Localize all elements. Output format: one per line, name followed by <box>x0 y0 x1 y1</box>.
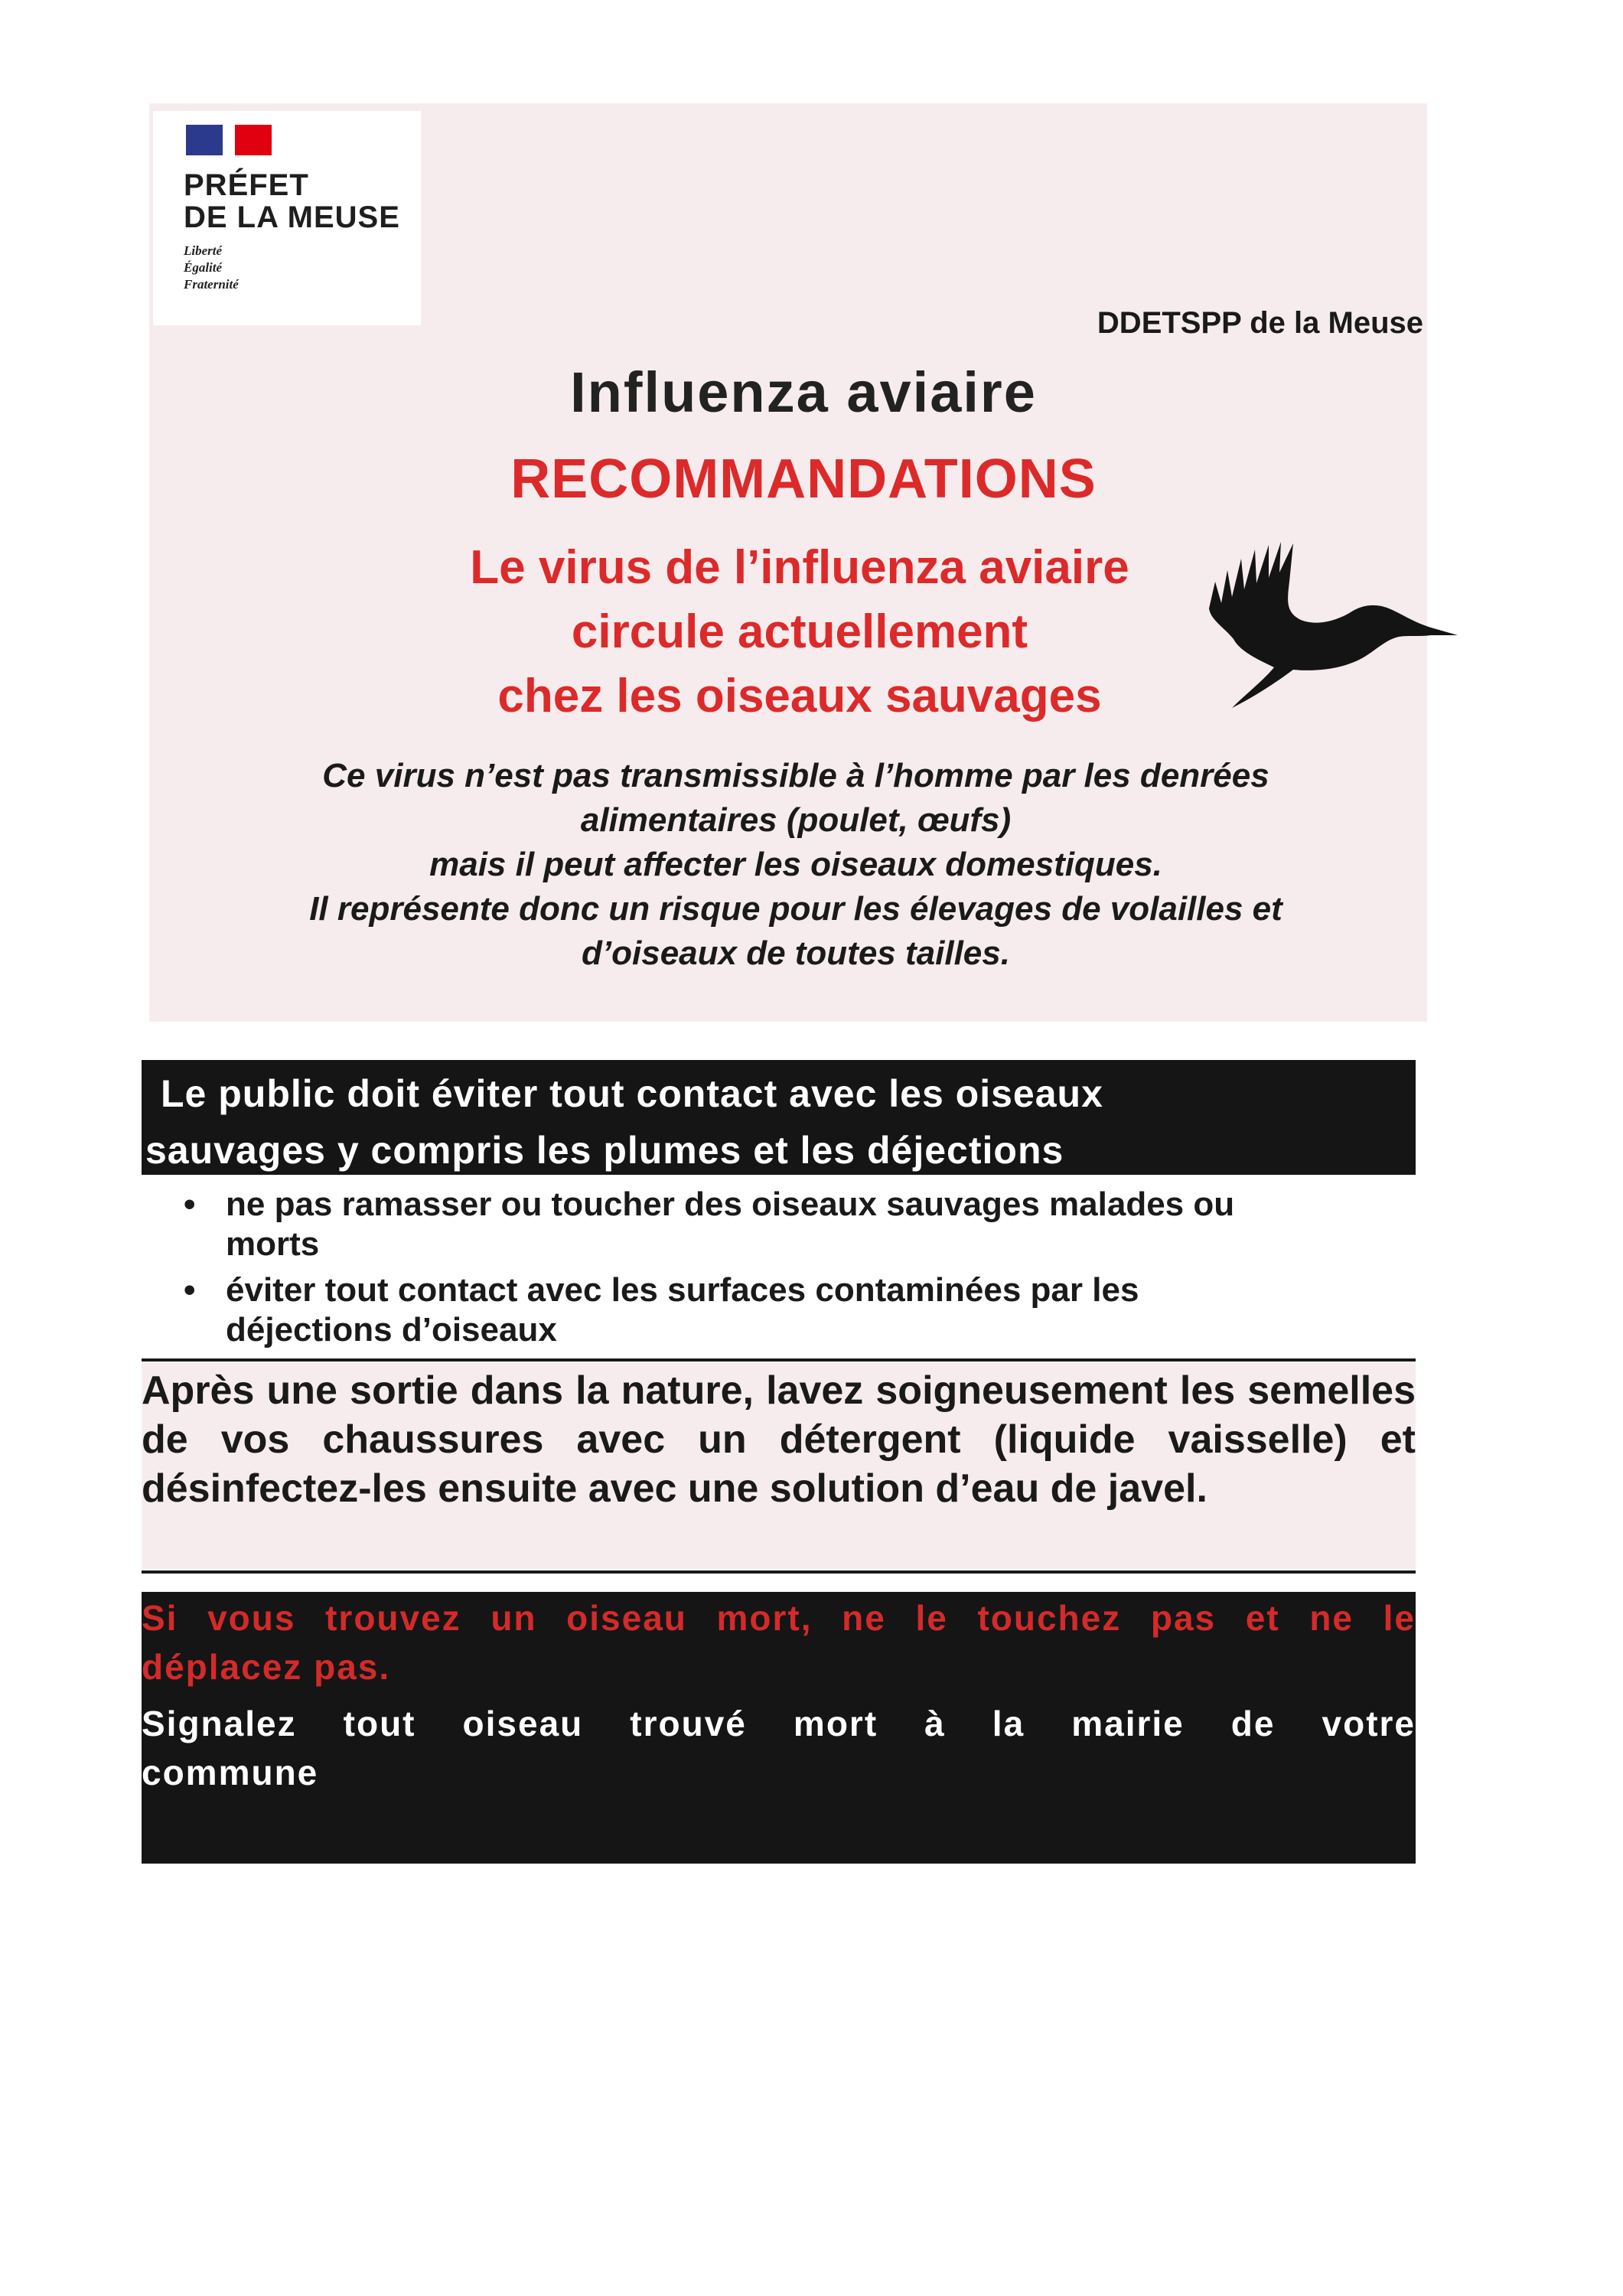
info-line: alimentaires (poulet, œufs) <box>580 801 1012 839</box>
bullet-text: ne pas ramasser ou toucher des oiseaux sauvages malades ou <box>226 1186 1235 1223</box>
banner-line: sauvages y compris les plumes et les déjections <box>145 1129 1064 1172</box>
virus-line: circule actuellement <box>571 605 1028 658</box>
warning-red-line: déplacez pas. <box>142 1647 391 1687</box>
info-line: Ce virus n’est pas transmissible à l’homme par les denrées <box>322 757 1269 794</box>
marianne-flag-icon <box>186 125 272 155</box>
info-paragraph <box>184 754 1408 976</box>
bullet-icon: • <box>184 1186 196 1223</box>
prefet-label: PRÉFET <box>184 168 309 202</box>
warning-white-line: Signalez tout oiseau trouvé mort à la mairie de votre <box>142 1704 1416 1743</box>
duck-silhouette-icon <box>1201 536 1462 727</box>
prefet-department: DE LA MEUSE <box>184 201 400 234</box>
recommendations-heading: RECOMMANDATIONS <box>510 448 1097 510</box>
divider <box>142 1358 1416 1362</box>
bullet-text: morts <box>226 1225 320 1263</box>
info-line: mais il peut affecter les oiseaux domestiques. <box>429 846 1162 883</box>
info-line: d’oiseaux de toutes tailles. <box>582 934 1010 972</box>
bullet-text: éviter tout contact avec les surfaces contaminées par les <box>226 1271 1139 1309</box>
banner-line: Le public doit éviter tout contact avec les oiseaux <box>161 1072 1103 1115</box>
virus-alert-block <box>321 536 1278 729</box>
cleaning-advice-paragraph: Après une sortie dans la nature, lavez soigneusement les semelles de vos chaussures avec un détergent (liquide vaisselle) et désinfectez-les ensuite avec une solution d’eau de javel. <box>142 1368 1416 1511</box>
warning-white-line: commune <box>142 1753 319 1792</box>
info-line: Il représente donc un risque pour les élevages de volailles et <box>309 890 1282 928</box>
bullet-text: déjections d’oiseaux <box>226 1311 557 1349</box>
divider <box>142 1570 1416 1574</box>
bullet-icon: • <box>184 1271 196 1309</box>
service-name: DDETSPP de la Meuse <box>1097 306 1423 340</box>
motto-fraternite: Fraternité <box>184 277 239 292</box>
page-title: Influenza aviaire <box>570 360 1037 424</box>
motto-egalite: Égalité <box>184 260 223 275</box>
motto-liberte: Liberté <box>184 243 223 258</box>
warning-red-line: Si vous trouvez un oiseau mort, ne le touchez pas et ne le <box>142 1598 1416 1638</box>
virus-line: Le virus de l’influenza aviaire <box>470 541 1129 594</box>
virus-line: chez les oiseaux sauvages <box>497 670 1102 722</box>
